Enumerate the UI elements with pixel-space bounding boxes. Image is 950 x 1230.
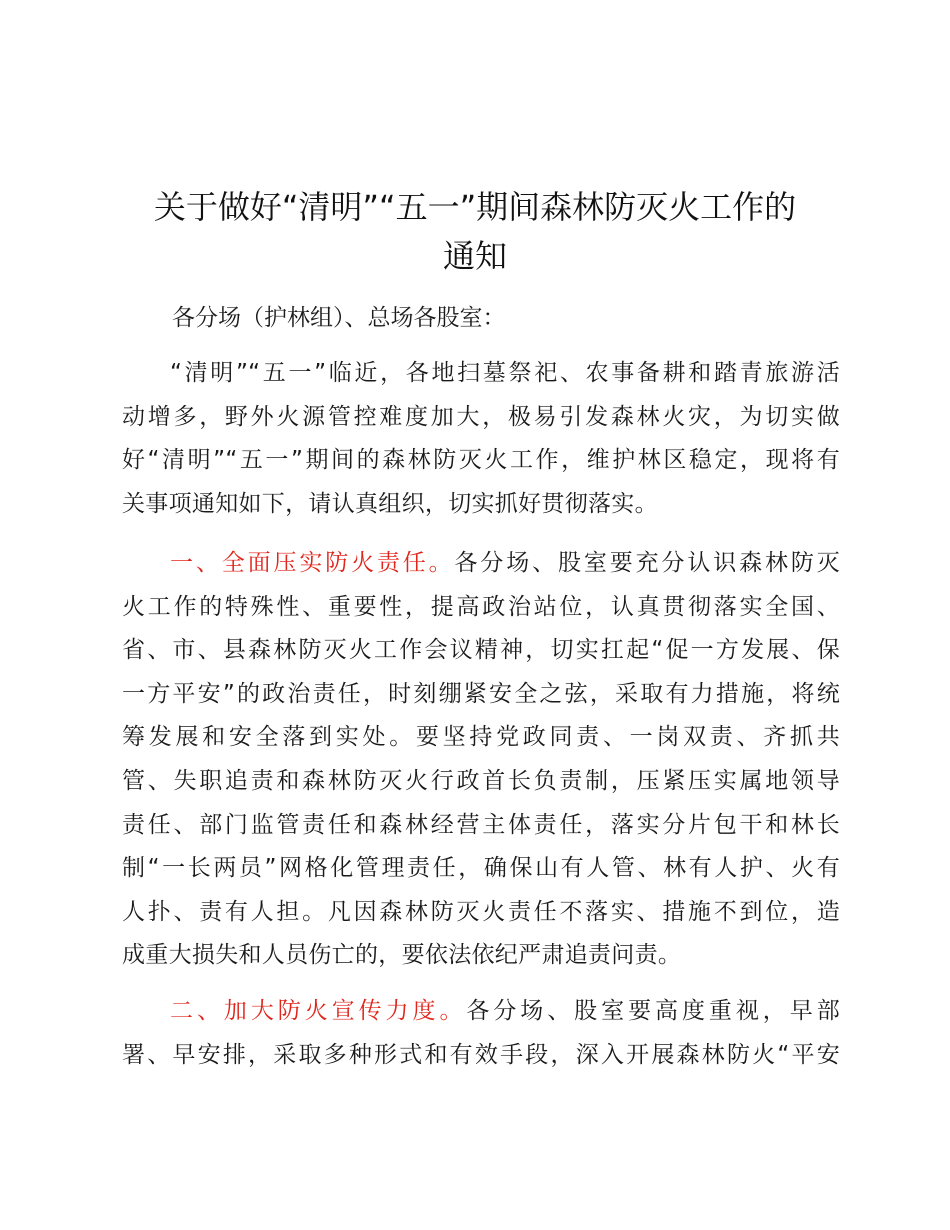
document-title-line-2: 通知 xyxy=(442,237,507,275)
paragraph-section-1 xyxy=(122,542,840,978)
paragraph-line: 省、市、县森林防灭火工作会议精神，切实扛起“促一方发展、保 xyxy=(122,637,840,664)
paragraph-line: 责任、部门监管责任和森林经营主体责任，落实分片包干和林长 xyxy=(122,811,840,838)
section-first-line-text: 各分场、股室要高度重视，早部 xyxy=(466,998,840,1024)
paragraph-line: 动增多，野外火源管控难度加大，极易引发森林火灾，为切实做 xyxy=(122,403,840,430)
paragraph-line: “清明”“五一”临近，各地扫墓祭祀、农事备耕和踏青旅游活 xyxy=(170,360,840,386)
paragraph-line: 人扑、责有人担。凡因森林防灭火责任不落实、措施不到位，造 xyxy=(122,898,840,925)
paragraph-line xyxy=(122,990,840,1034)
paragraph-line: 管、失职追责和森林防灭火行政首长负责制，压紧压实属地领导 xyxy=(122,767,840,794)
document-title-line-1: 关于做好“清明”“五一”期间森林防灭火工作的 xyxy=(153,188,797,226)
paragraph-line: 筹发展和安全落到实处。要坚持党政同责、一岗双责、齐抓共 xyxy=(122,724,840,751)
section-heading: 二、加大防火宣传力度。 xyxy=(170,998,467,1024)
paragraph-line: 一方平安”的政治责任，时刻绷紧安全之弦，采取有力措施，将统 xyxy=(122,680,840,707)
paragraph-line: 关事项通知如下，请认真组织，切实抓好贯彻落实。 xyxy=(122,490,658,517)
paragraph-line: 好“清明”“五一”期间的森林防灭火工作，维护林区稳定，现将有 xyxy=(122,447,840,474)
section-heading: 一、全面压实防火责任。 xyxy=(170,550,455,576)
salutation: 各分场（护林组）、总场各股室： xyxy=(172,305,506,331)
paragraph-intro xyxy=(122,352,840,526)
paragraph-line xyxy=(122,542,840,586)
paragraph-section-2 xyxy=(122,990,840,1077)
paragraph-line: 制“一长两员”网格化管理责任，确保山有人管、林有人护、火有 xyxy=(122,855,840,882)
paragraph-line: 署、早安排，采取多种形式和有效手段，深入开展森林防火“平安 xyxy=(122,1041,840,1068)
section-first-line-text: 各分场、股室要充分认识森林防灭 xyxy=(454,550,840,576)
paragraph-line: 成重大损失和人员伤亡的，要依法依纪严肃追责问责。 xyxy=(122,942,682,969)
paragraph-line: 火工作的特殊性、重要性，提高政治站位，认真贯彻落实全国、 xyxy=(122,593,840,620)
